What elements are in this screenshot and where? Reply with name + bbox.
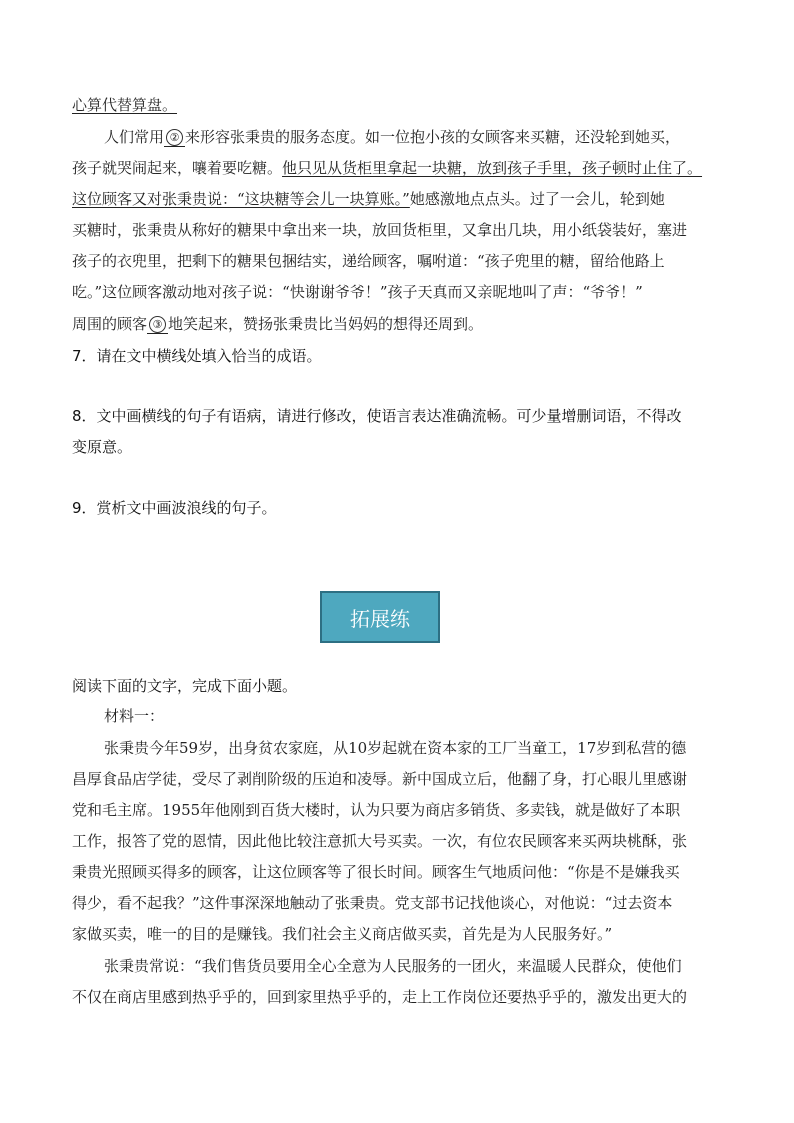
material-line: 家做买卖，唯一的目的是赚钱。我们社会主义商店做买卖，首先是为人民服务好。” — [72, 925, 613, 943]
question-8-line1: 8．文中画横线的句子有语病，请进行修改，使语言表达准确流畅。可少量增删词语，不得改 — [72, 407, 682, 425]
passage-text: 地笑起来，赞扬张秉贵比当妈妈的想得还周到。 — [168, 315, 484, 333]
blank-number: ② — [166, 129, 183, 146]
material-line: 张秉贵今年59岁，出身贫农家庭，从10岁起就在资本家的工厂当童工，17岁到私营的德 — [104, 739, 687, 757]
passage-line: 吃。”这位顾客激动地对孩子说：“快谢谢爷爷！”孩子天真而又亲昵地叫了声：“爷爷！” — [72, 283, 643, 301]
material-line: 昌厚食品店学徒，受尽了剥削阶级的压迫和凌辱。新中国成立后，他翻了身，打心眼儿里感谢 — [72, 770, 688, 788]
material-line: 工作，报答了党的恩情，因此他比较注意抓大号买卖。一次，有位农民顾客来买两块桃酥，张 — [72, 832, 688, 850]
material-line: 党和毛主席。1955年他刚到百货大楼时，认为只要为商店多销货、多卖钱，就是做好了本职 — [72, 801, 681, 819]
blank-3 — [147, 315, 168, 334]
blank-number: ③ — [149, 316, 166, 333]
material-label: 材料一： — [104, 707, 165, 725]
passage-line: 心算代替算盘。 — [72, 96, 178, 114]
section-heading-box — [320, 591, 440, 643]
passage-text: 人们常用 — [104, 128, 165, 146]
underlined-sentence: 他只见从货柜里拿起一块糖，放到孩子手里，孩子顿时止住了。 — [282, 159, 703, 177]
question-7: 7．请在文中横线处填入恰当的成语。 — [72, 347, 322, 365]
underlined-sentence: 这位顾客又对张秉贵说：“这块糖等会儿一块算账。” — [72, 190, 410, 208]
passage-line: 孩子的衣兜里，把剩下的糖果包捆结实，递给顾客，嘱咐道：“孩子兜里的糖，留给他路上 — [72, 252, 665, 270]
passage-text: 周围的顾客 — [72, 315, 148, 333]
blank-2 — [164, 128, 185, 147]
passage-text: 她感激地点点头。过了一会儿，轮到她 — [409, 190, 665, 208]
question-9: 9．赏析文中画波浪线的句子。 — [72, 499, 277, 517]
passage-line: 买糖时，张秉贵从称好的糖果中拿出来一块，放回货柜里，又拿出几块，用小纸袋装好，塞进 — [72, 221, 688, 239]
material-line: 得少，看不起我？”这件事深深地触动了张秉贵。党支部书记找他谈心，对他说：“过去资本 — [72, 894, 673, 912]
reading-intro: 阅读下面的文字，完成下面小题。 — [72, 677, 298, 695]
passage-text: 孩子就哭闹起来，嚷着要吃糖。 — [72, 159, 283, 177]
section-title: 拓展练 — [350, 606, 410, 631]
material-line: 秉贵光照顾买得多的顾客，让这位顾客等了很长时间。顾客生气地质问他：“你是不是嫌我买 — [72, 863, 680, 881]
passage-text: 来形容张秉贵的服务态度。如一位抱小孩的女顾客来买糖，还没轮到她买， — [185, 128, 681, 146]
material-line: 张秉贵常说：“我们售货员要用全心全意为人民服务的一团火，来温暖人民群众，使他们 — [104, 957, 682, 975]
material-line: 不仅在商店里感到热乎乎的，回到家里热乎乎的，走上工作岗位还要热乎乎的，激发出更大的 — [72, 988, 688, 1006]
question-8-line2: 变原意。 — [72, 438, 133, 456]
